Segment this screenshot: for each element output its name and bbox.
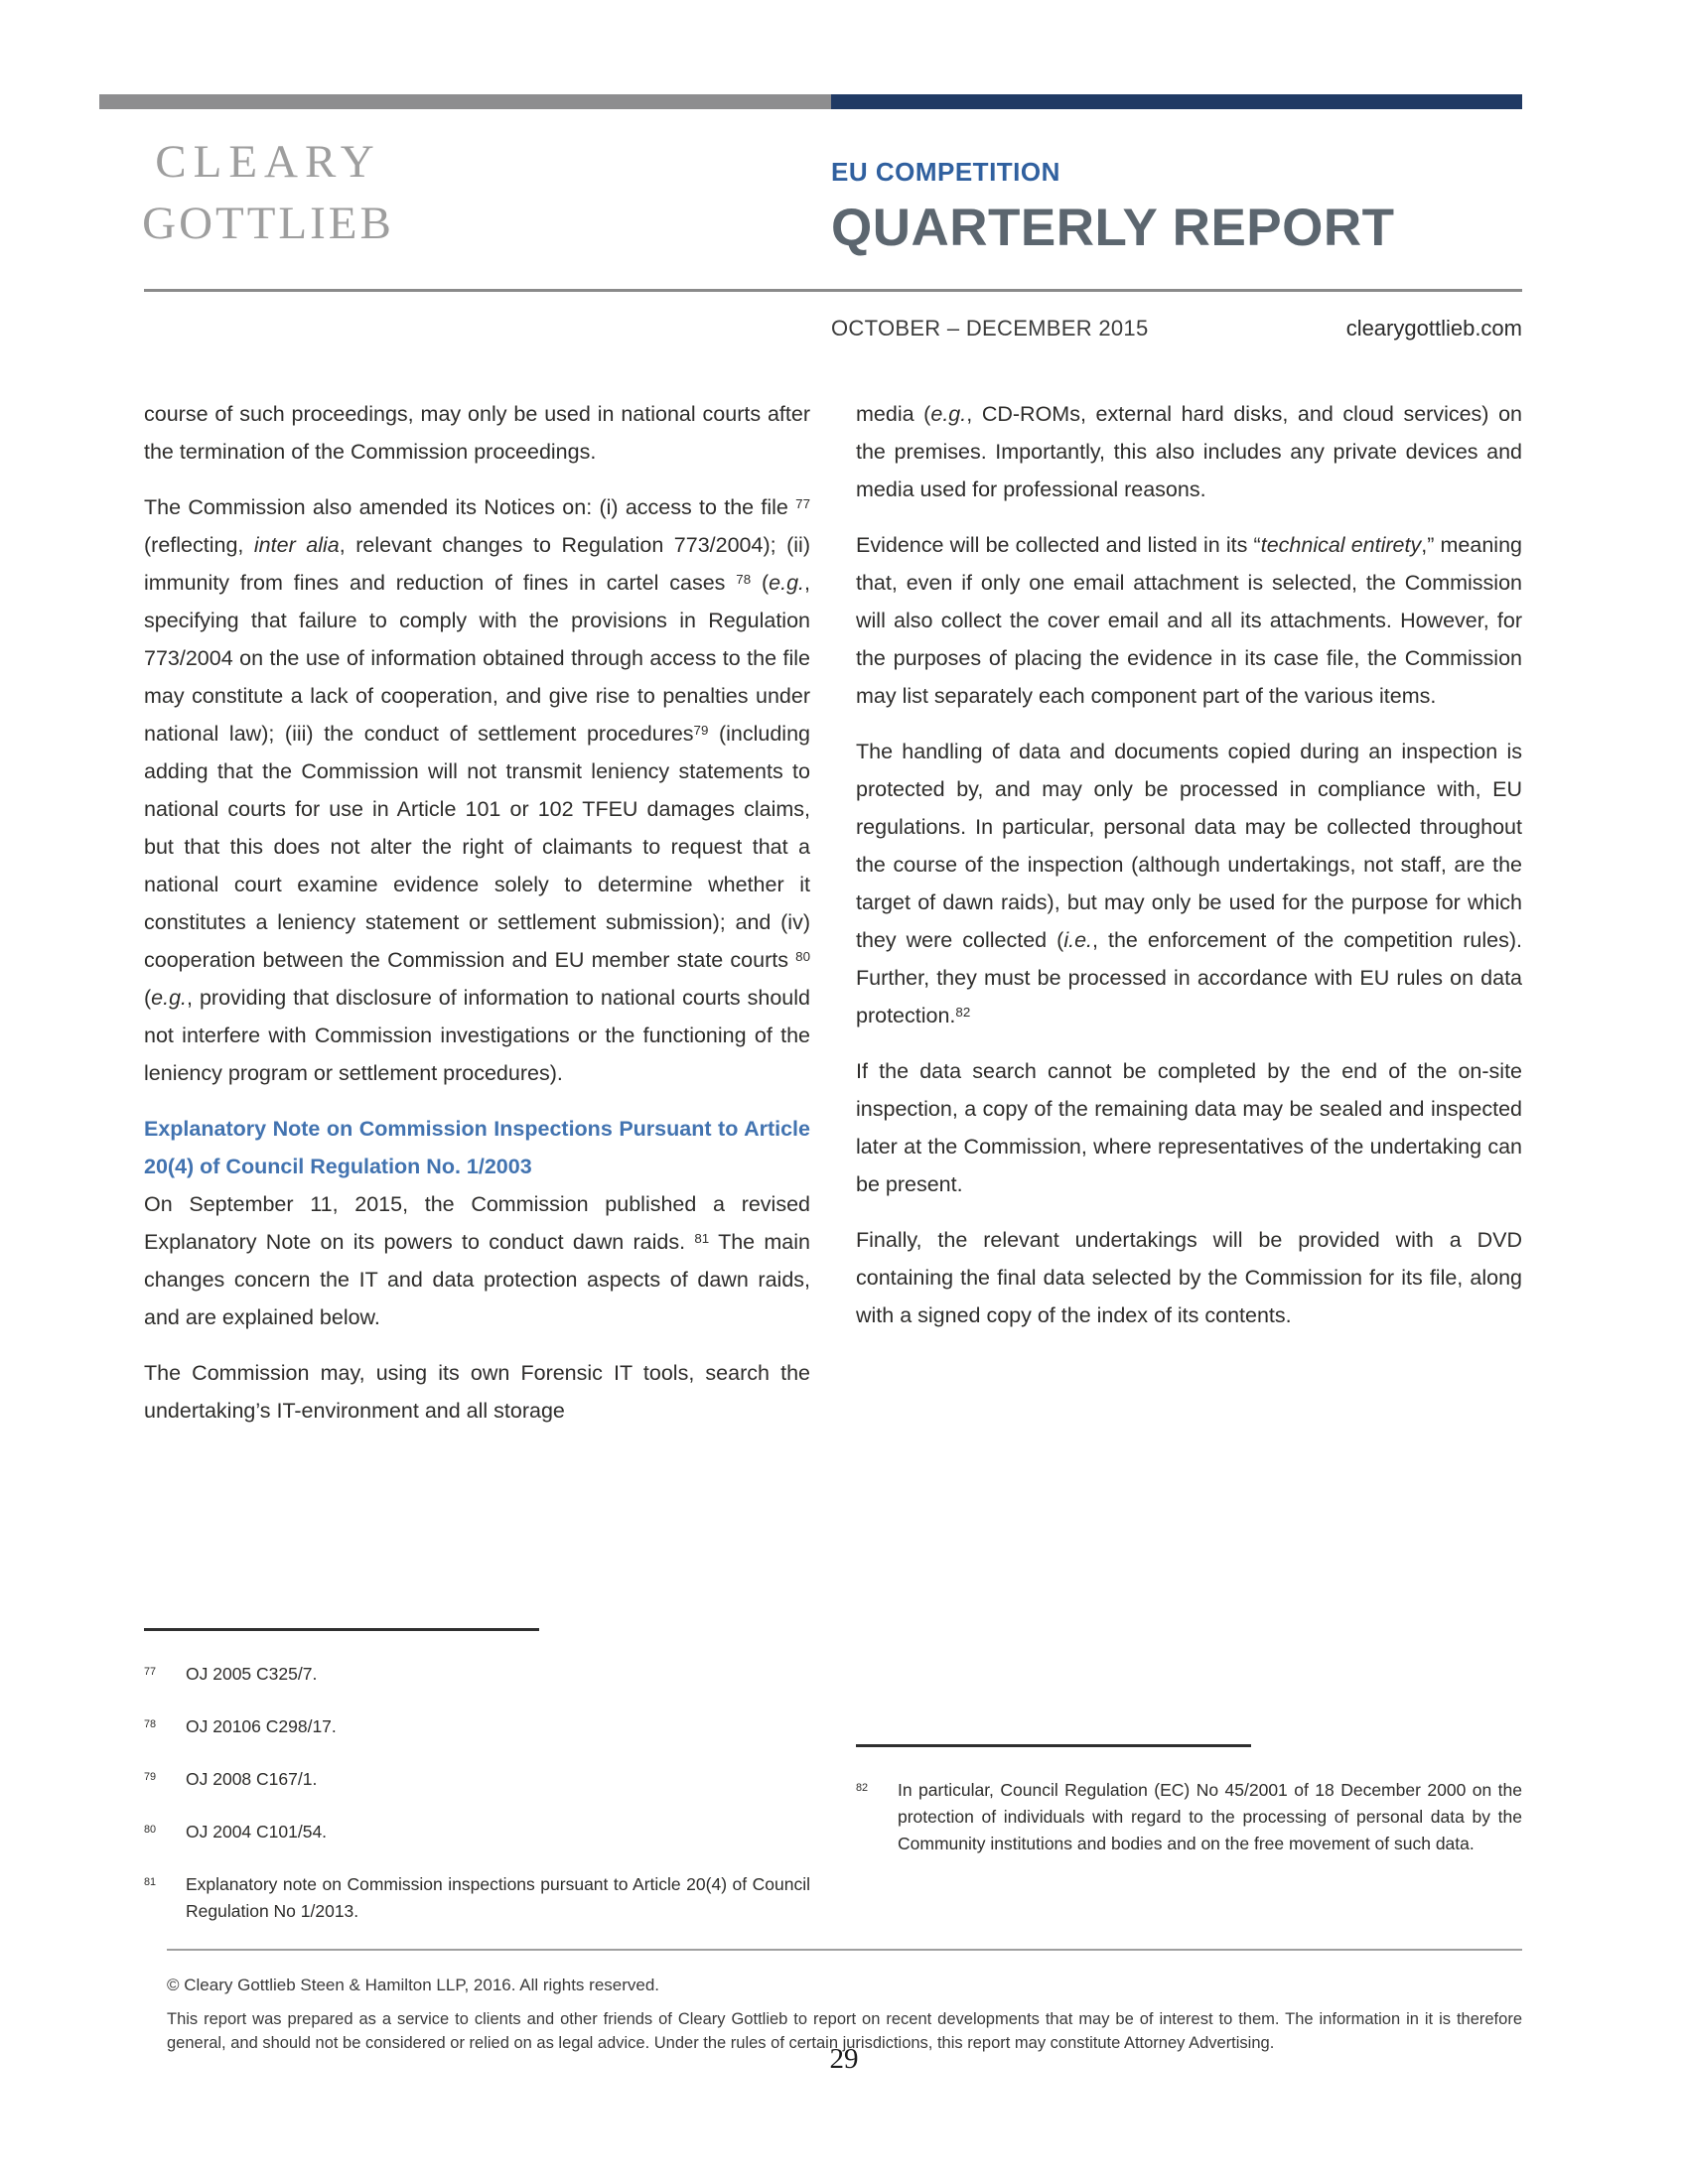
footnotes-left: [144, 1628, 810, 1951]
paragraph: course of such proceedings, may only be used in national courts after the termination of the Commission proceedings.: [144, 402, 810, 464]
footnote-78: [144, 1713, 810, 1740]
footnote-text: In particular, Council Regulation (EC) No 45/2001 of 18 December 2000 on the protection of individuals with regard to the processing of personal data by the Community institutions and bodies and on the free movement of such data.: [898, 1780, 1522, 1853]
footnote-divider: [856, 1744, 1251, 1747]
left-column: [144, 395, 810, 1944]
logo-line-gottlieb: GOTTLIEB: [142, 198, 394, 249]
disclaimer-text: This report was prepared as a service to clients and other friends of Cleary Gottlieb to report on recent developments that may be of interest to them. The information in it is therefore general, and should not be considered or relied on as legal advice. Under the rules of certain jurisdictions, this report may constitute Attorney Advertising.: [167, 2010, 1522, 2052]
footnote-number: 80: [144, 1824, 157, 1837]
footer-divider: [167, 1949, 1522, 1951]
top-bar-navy-segment: [831, 94, 1522, 109]
footnote-number: 78: [144, 1718, 157, 1731]
paragraph: Finally, the relevant undertakings will be provided with a DVD containing the final data selected by the Commission for its file, along with a signed copy of the index of its contents.: [856, 1228, 1522, 1327]
footnote-81: [144, 1871, 810, 1925]
paragraph: If the data search cannot be completed by the end of the on-site inspection, a copy of the remaining data may be sealed and inspected later at the Commission, where representatives of the undertaking can be present.: [856, 1059, 1522, 1196]
section-heading: Explanatory Note on Commission Inspections Pursuant to Article 20(4) of Council Regulation No. 1/2003: [144, 1117, 810, 1178]
top-bar: [99, 94, 1522, 109]
header-divider: [144, 289, 1522, 292]
issue-date-range: OCTOBER – DECEMBER 2015: [831, 316, 1149, 341]
footnote-79: [144, 1766, 810, 1793]
footnote-82: [856, 1777, 1522, 1857]
footnote-number: 77: [144, 1666, 157, 1679]
logo-line-cleary: CLEARY: [155, 136, 381, 188]
page-number: 29: [829, 2043, 859, 2075]
right-column: [856, 395, 1522, 1944]
masthead: [831, 157, 1395, 258]
report-kicker: EU COMPETITION: [831, 157, 1060, 187]
dateline: [831, 316, 1522, 341]
footnote-number: 82: [856, 1782, 869, 1795]
footnote-text: OJ 2005 C325/7.: [186, 1664, 318, 1684]
copyright-notice: © Cleary Gottlieb Steen & Hamilton LLP, 2016. All rights reserved.: [167, 1976, 660, 1994]
paragraph: The Commission also amended its Notices on: (i) access to the file $^{77}$ (reflecting, inter alia, relevant changes to Regulation 773/2004); (ii) immunity from fines and reduction of fines in cartel cases $^{78}$ (e.g., specifying that failure to comply with the provisions in Regulation 773/2004 on the use of information obtained through access to the file may constitute a lack of cooperation, and give rise to penalties under national law); (iii) the conduct of settlement procedures$^{79}$ (including adding that the Commission will not transmit leniency statements to national courts for use in Article 101 or 102 TFEU damages claims, but that this does not alter the right of claimants to request that a national court examine evidence solely to determine whether it constitutes a leniency statement or settlement submission); and (iv) cooperation between the Commission and EU member state courts $^{80}$ (e.g., providing that disclosure of information to national courts should not interfere with Commission investigations or the functioning of the leniency program or settlement procedures).: [144, 495, 810, 1085]
paragraph: On September 11, 2015, the Commission published a revised Explanatory Note on its powers to conduct dawn raids. $^{81}$ The main changes concern the IT and data protection aspects of dawn raids, and are explained below.: [144, 1192, 810, 1329]
paragraph: The Commission may, using its own Forensic IT tools, search the undertaking’s IT-environment and all storage: [144, 1361, 810, 1423]
footnote-text: Explanatory note on Commission inspections pursuant to Article 20(4) of Council Regulation No 1/2013.: [186, 1874, 810, 1921]
top-bar-gray-segment: [99, 94, 831, 109]
firm-logo: [139, 131, 397, 254]
footnote-77: [144, 1661, 810, 1688]
footnotes-right: [856, 1744, 1522, 1883]
footnote-text: OJ 20106 C298/17.: [186, 1716, 337, 1736]
footnote-number: 79: [144, 1771, 157, 1784]
footnote-text: OJ 2008 C167/1.: [186, 1769, 318, 1789]
footnote-number: 81: [144, 1876, 157, 1889]
website-link[interactable]: clearygottlieb.com: [1345, 316, 1522, 341]
footnote-text: OJ 2004 C101/54.: [186, 1822, 328, 1842]
paragraph: media (e.g., CD-ROMs, external hard disks, and cloud services) on the premises. Importantly, this also includes any private devices and media used for professional reasons.: [856, 402, 1522, 501]
body-columns: [144, 395, 1522, 1944]
footnote-divider: [144, 1628, 539, 1631]
footnote-80: [144, 1819, 810, 1845]
report-title: QUARTERLY REPORT: [831, 199, 1395, 257]
paragraph: The handling of data and documents copied during an inspection is protected by, and may only be processed in compliance with, EU regulations. In particular, personal data may be collected throughout the course of the inspection (although undertakings, not staff, are the target of dawn raids), but may only be used for the purpose for which they were collected (i.e., the enforcement of the competition rules). Further, they must be processed in accordance with EU rules on data protection.$^{82}$: [856, 740, 1522, 1027]
paragraph: Evidence will be collected and listed in its “technical entirety,” meaning that, even if only one email attachment is selected, the Commission will also collect the cover email and all its attachments. However, for the purposes of placing the evidence in its case file, the Commission may list separately each component part of the various items.: [856, 533, 1522, 708]
